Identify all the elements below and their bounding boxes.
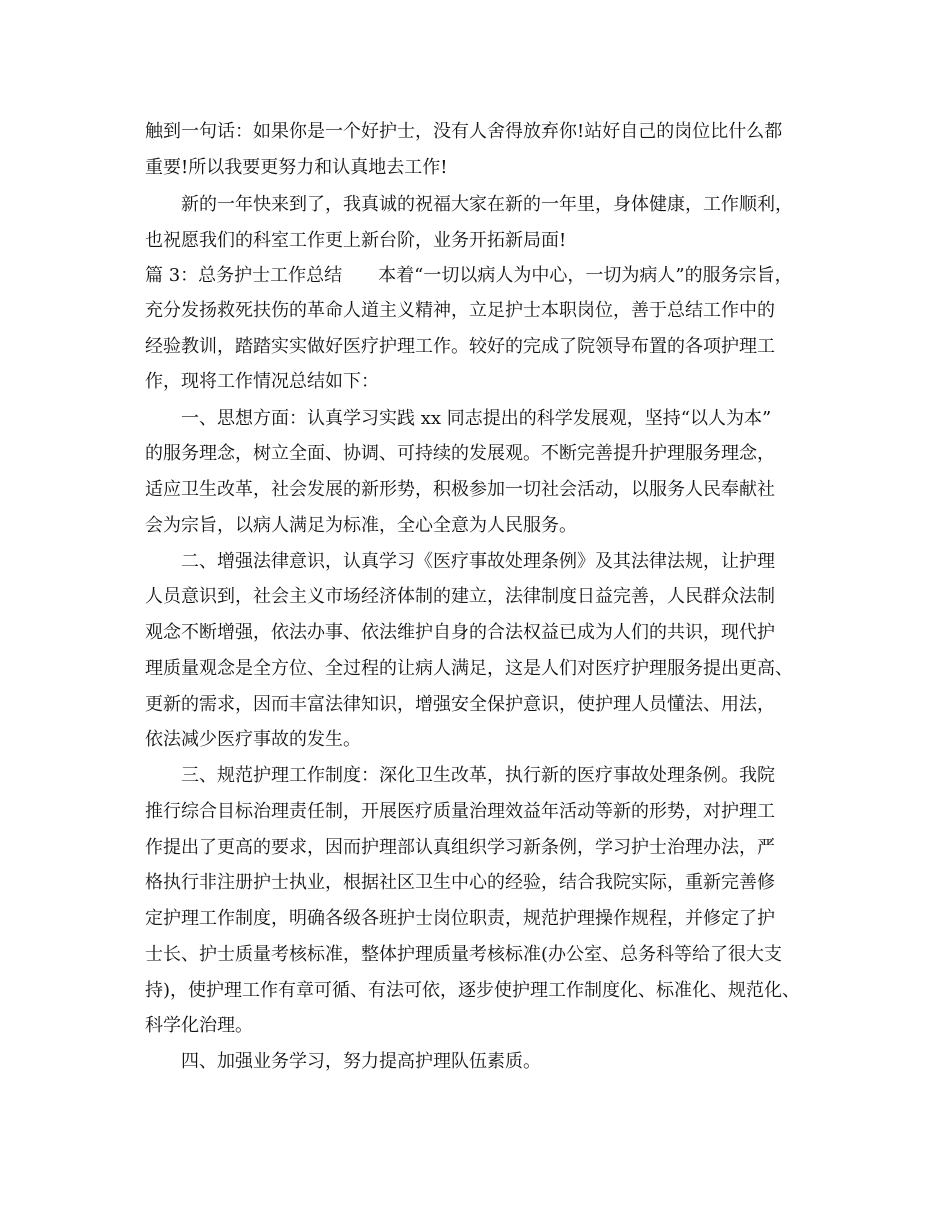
text-line: 科学化治理。	[145, 1015, 253, 1036]
text-line: 依法减少医疗事故的发生。	[145, 729, 361, 750]
text-line: 理质量观念是全方位、全过程的让病人满足，这是人们对医疗护理服务提出更高、	[145, 658, 793, 679]
text-line: 适应卫生改革，社会发展的新形势，积极参加一切社会活动，以服务人民奉献社	[145, 479, 775, 500]
text-line: 触到一句话：如果你是一个好护士，没有人舍得放弃你!站好自己的岗位比什么都	[145, 121, 783, 142]
text-line: 充分发扬救死扶伤的革命人道主义精神，立足护士本职岗位，善于总结工作中的	[145, 300, 775, 321]
text-line: 也祝愿我们的科室工作更上新台阶，业务开拓新局面!	[145, 230, 567, 251]
text-line: 更新的需求，因而丰富法律知识，增强安全保护意识，使护理人员懂法、用法，	[145, 694, 775, 715]
text-line: 一、思想方面：认真学习实践 xx 同志提出的科学发展观，坚持“以人为本”	[181, 408, 772, 429]
text-line: 二、增强法律意识，认真学习《医疗事故处理条例》及其法律法规，让护理	[181, 551, 775, 572]
text-line: 经验教训，踏踏实实做好医疗护理工作。较好的完成了院领导布置的各项护理工	[145, 336, 775, 357]
text-line: 推行综合目标治理责任制，开展医疗质量治理效益年活动等新的形势，对护理工	[145, 801, 775, 822]
text-line: 作，现将工作情况总结如下：	[145, 371, 379, 392]
text-line: 新的一年快来到了，我真诚的祝福大家在新的一年里，身体健康，工作顺利，	[181, 194, 793, 215]
section-heading-line: 篇 3：总务护士工作总结 本着“一切以病人为中心，一切为病人”的服务宗旨，	[145, 265, 793, 286]
text-line: 观念不断增强，依法办事、依法维护自身的合法权益已成为人们的共识，现代护	[145, 622, 775, 643]
text-line: 作提出了更高的要求，因而护理部认真组织学习新条例，学习护士治理办法，严	[145, 837, 775, 858]
text-line: 定护理工作制度，明确各级各班护士岗位职责，规范护理操作规程，并修定了护	[145, 908, 775, 929]
text-line: 格执行非注册护士执业，根据社区卫生中心的经验，结合我院实际，重新完善修	[145, 872, 775, 893]
text-line: 四、加强业务学习，努力提高护理队伍素质。	[181, 1051, 541, 1072]
text-line: 会为宗旨，以病人满足为标准，全心全意为人民服务。	[145, 515, 577, 536]
text-line: 重要!所以我要更努力和认真地去工作!	[145, 157, 448, 178]
text-line: 的服务理念，树立全面、协调、可持续的发展观。不断完善提升护理服务理念，	[145, 443, 775, 464]
text-line: 持)，使护理工作有章可循、有法可依，逐步使护理工作制度化、标准化、规范化、	[145, 980, 801, 1001]
text-line: 三、规范护理工作制度：深化卫生改革，执行新的医疗事故处理条例。我院	[181, 765, 775, 786]
text-line: 人员意识到，社会主义市场经济体制的建立，法律制度日益完善，人民群众法制	[145, 586, 775, 607]
text-line: 士长、护士质量考核标准，整体护理质量考核标准(办公室、总务科等给了很大支	[145, 944, 783, 965]
